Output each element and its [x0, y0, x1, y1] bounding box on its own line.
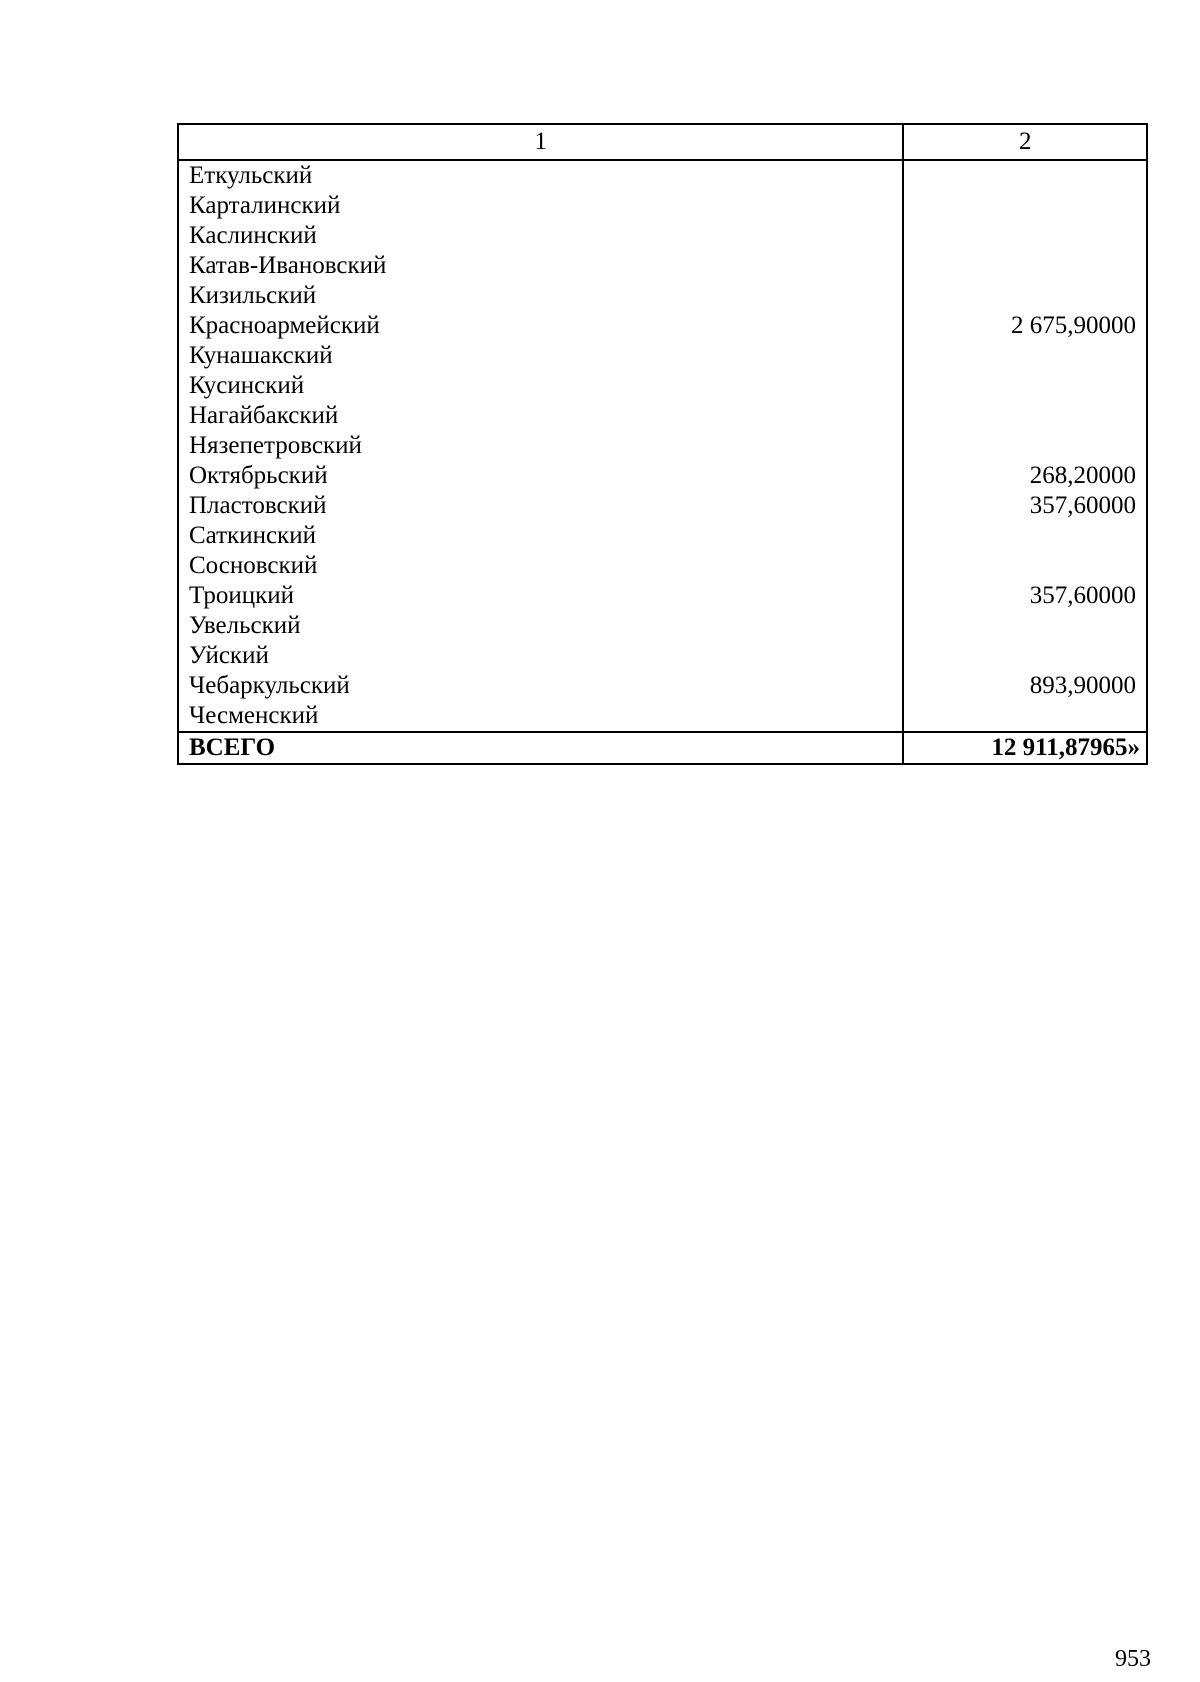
district-value	[903, 251, 1147, 281]
total-label: ВСЕГО	[178, 732, 903, 764]
district-value: 2 675,90000	[903, 311, 1147, 341]
total-row	[178, 732, 1147, 764]
table-row	[178, 491, 1147, 521]
district-value	[903, 551, 1147, 581]
district-name: Увельский	[178, 611, 903, 641]
table-body	[178, 160, 1147, 732]
page-number: 953	[1115, 1646, 1151, 1672]
table-header-row	[178, 124, 1147, 160]
district-name: Чесменский	[178, 701, 903, 732]
district-value	[903, 611, 1147, 641]
district-value	[903, 431, 1147, 461]
table-row	[178, 581, 1147, 611]
district-value	[903, 641, 1147, 671]
district-table	[177, 123, 1148, 765]
district-name: Кусинский	[178, 371, 903, 401]
district-value	[903, 341, 1147, 371]
district-name: Чебаркульский	[178, 671, 903, 701]
district-name: Кунашакский	[178, 341, 903, 371]
table-row	[178, 671, 1147, 701]
district-name: Уйский	[178, 641, 903, 671]
table-row	[178, 311, 1147, 341]
district-value	[903, 521, 1147, 551]
district-name: Октябрьский	[178, 461, 903, 491]
district-name: Карталинский	[178, 191, 903, 221]
table-row	[178, 341, 1147, 371]
district-value	[903, 401, 1147, 431]
table-row	[178, 521, 1147, 551]
district-name: Еткульский	[178, 160, 903, 191]
table-row	[178, 401, 1147, 431]
district-name: Красноармейский	[178, 311, 903, 341]
district-name: Нагайбакский	[178, 401, 903, 431]
district-value	[903, 281, 1147, 311]
district-name: Саткинский	[178, 521, 903, 551]
table-row	[178, 191, 1147, 221]
district-value: 893,90000	[903, 671, 1147, 701]
district-value	[903, 371, 1147, 401]
district-name: Нязепетровский	[178, 431, 903, 461]
table-row	[178, 251, 1147, 281]
table-row	[178, 371, 1147, 401]
district-name: Троицкий	[178, 581, 903, 611]
total-value: 12 911,87965»	[903, 732, 1147, 764]
district-value	[903, 701, 1147, 732]
district-name: Кизильский	[178, 281, 903, 311]
table-row	[178, 551, 1147, 581]
table-row	[178, 611, 1147, 641]
table-row	[178, 221, 1147, 251]
district-value	[903, 160, 1147, 191]
district-value: 268,20000	[903, 461, 1147, 491]
table-row	[178, 701, 1147, 732]
column-header-2: 2	[903, 124, 1147, 160]
district-value	[903, 221, 1147, 251]
table-row	[178, 641, 1147, 671]
table-row	[178, 431, 1147, 461]
district-name: Сосновский	[178, 551, 903, 581]
district-name: Катав-Ивановский	[178, 251, 903, 281]
table-row	[178, 281, 1147, 311]
district-value	[903, 191, 1147, 221]
table-row	[178, 160, 1147, 191]
table-row	[178, 461, 1147, 491]
district-value: 357,60000	[903, 581, 1147, 611]
district-name: Каслинский	[178, 221, 903, 251]
district-value: 357,60000	[903, 491, 1147, 521]
district-name: Пластовский	[178, 491, 903, 521]
column-header-1: 1	[178, 124, 903, 160]
